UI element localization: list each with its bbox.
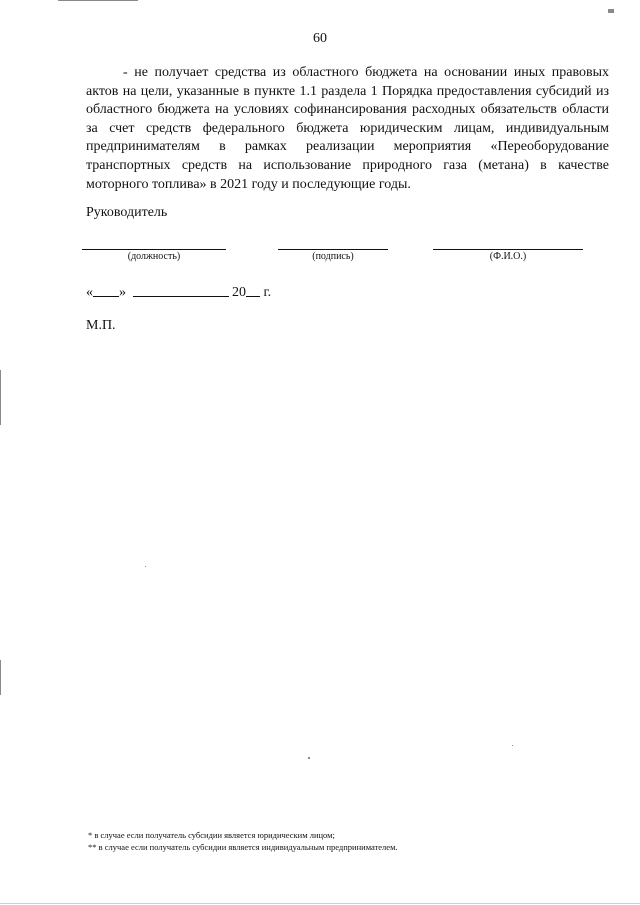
footnote-individual-entrepreneur: ** в случае если получатель субсидии является индивидуальным предпринимателем. xyxy=(88,842,398,852)
page-number: 60 xyxy=(313,31,327,46)
scan-mark-top-left xyxy=(58,0,138,1)
date-row xyxy=(86,282,271,301)
year-blank xyxy=(246,282,260,297)
scan-mark-left-edge-1 xyxy=(0,370,1,425)
scan-mark-dot-3 xyxy=(512,745,513,746)
year-suffix: г. xyxy=(263,285,272,300)
position-caption: (должность) xyxy=(127,251,181,262)
condition-paragraph: - не получает средства из областного бюджета на основании иных правовых актов на цели, указанные в пункте 1.1 раздела 1 Порядка предоставления субсидий из областного бюджета на условиях софинансирования расходных обязательств области за счет средств федерального бюджета юридическим лицам, индивидуальным предпринимателям в рамках реализации мероприятия «Переоборудование транспортных средств на использование природного газа (метана) в качестве моторного топлива» в 2021 году и последующие годы. xyxy=(86,65,609,192)
month-blank xyxy=(133,282,229,297)
signature-caption: (подпись) xyxy=(312,251,354,262)
scan-mark-dot-2 xyxy=(308,757,310,759)
full-name-caption: (Ф.И.О.) xyxy=(489,251,527,262)
date-close-quote: » xyxy=(119,285,126,300)
scan-mark-bottom xyxy=(0,903,640,904)
date-open-quote: « xyxy=(86,285,93,300)
full-name-line xyxy=(433,249,583,250)
signature-line xyxy=(278,249,388,250)
seal-label: М.П. xyxy=(86,318,116,333)
position-line xyxy=(82,249,226,250)
scan-mark-top-right xyxy=(608,9,614,13)
footnote-legal-entity: * в случае если получатель субсидии является юридическим лицом; xyxy=(88,830,335,840)
scan-mark-left-edge-2 xyxy=(0,660,1,695)
day-blank xyxy=(93,282,119,297)
footnotes xyxy=(88,829,398,853)
scan-mark-dot-1 xyxy=(145,566,146,567)
year-prefix: 20 xyxy=(232,285,246,300)
role-title: Руководитель xyxy=(86,205,168,220)
